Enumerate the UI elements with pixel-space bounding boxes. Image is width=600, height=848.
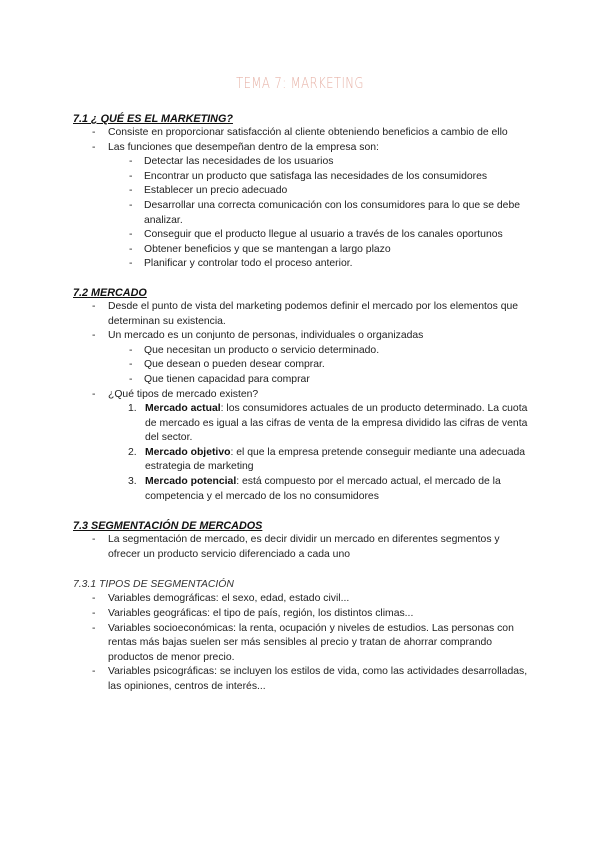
item-term: Mercado potencial: [145, 476, 237, 488]
list-item-text: Las funciones que desempeñan dentro de la empresa son:: [108, 141, 379, 153]
sub-list-item: - Establecer un precio adecuado: [73, 184, 533, 199]
list-item: [73, 388, 533, 505]
section-list: [73, 300, 533, 504]
list-item: - Variables demográficas: el sexo, edad, estado civil...: [73, 592, 533, 607]
sub-list-item: - Que necesitan un producto o servicio determinado.: [73, 344, 533, 359]
sub-list-item: - Obtener beneficios y que se mantengan a largo plazo: [73, 243, 533, 258]
item-term: Mercado actual: [145, 403, 221, 415]
section-heading-mercado: 7.2 MERCADO: [73, 286, 147, 299]
section-list: [73, 533, 533, 562]
list-item: [73, 141, 533, 272]
item-text: : los consumidores actuales de un producto determinado. La cuota de mercado es igual a las cifras de venta de la empresa dividido las cifras de venta del sector.: [145, 403, 528, 444]
list-item-text: Un mercado es un conjunto de personas, individuales o organizadas: [108, 330, 424, 342]
list-item: - Consiste en proporcionar satisfacción al cliente obteniendo beneficios a cambio de ello: [73, 126, 533, 141]
numbered-list: [108, 402, 533, 504]
item-number: 2.: [128, 446, 137, 458]
section-list: [73, 592, 533, 694]
section-heading-segmentacion: 7.3 SEGMENTACIÓN DE MERCADOS: [73, 520, 263, 533]
numbered-item: [73, 402, 533, 446]
list-item: [73, 329, 533, 387]
list-item: - Variables socioeconómicas: la renta, ocupación y niveles de estudios. Las personas con rentas más bajas suelen ser más sensibles al precio y tratan de ahorrar comprando productos de menor precio.: [73, 622, 533, 666]
item-text: : el que la empresa pretende conseguir mediante una adecuada estrategia de marketing: [145, 446, 526, 473]
list-item: - Variables psicográficas: se incluyen los estilos de vida, como las actividades desarrolladas, las opiniones, centros de interés...: [73, 665, 533, 694]
item-number: 1.: [128, 403, 137, 415]
numbered-item: [73, 446, 533, 475]
sub-list-item: - Detectar las necesidades de los usuarios: [73, 155, 533, 170]
item-text: : está compuesto por el mercado actual, el mercado de la competencia y el mercado de los no consumidores: [145, 476, 501, 502]
sub-list-item: - Que tienen capacidad para comprar: [73, 373, 533, 388]
item-term: Mercado objetivo: [145, 446, 231, 458]
numbered-item: [73, 475, 533, 504]
sub-list-item: - Desarrollar una correcta comunicación con los consumidores para lo que se debe analizar.: [73, 199, 533, 228]
sub-list-item: - Que desean o pueden desear comprar.: [73, 358, 533, 373]
item-number: 3.: [128, 476, 137, 488]
subsection-heading-tipos: 7.3.1 TIPOS DE SEGMENTACIÓN: [73, 579, 234, 591]
list-item: - Variables geográficas: el tipo de país, región, los distintos climas...: [73, 607, 533, 622]
list-item: - La segmentación de mercado, es decir dividir un mercado en diferentes segmentos y ofrecer un producto servicio diferenciado a cada uno: [73, 533, 533, 562]
section-heading-marketing: 7.1 ¿ QUÉ ES EL MARKETING?: [73, 113, 233, 125]
sub-list-item: - Planificar y controlar todo el proceso anterior.: [73, 257, 533, 272]
list-item: - Desde el punto de vista del marketing podemos definir el mercado por los elementos que determinan su existencia.: [73, 300, 533, 329]
section-list: [73, 126, 533, 272]
document-body: [73, 112, 533, 695]
page-title: TEMA 7: MARKETING: [236, 74, 364, 92]
sub-list-item: - Conseguir que el producto llegue al usuario a través de los canales oportunos: [73, 228, 533, 243]
list-item-text: ¿Qué tipos de mercado existen?: [108, 388, 259, 400]
sub-list: [108, 155, 533, 272]
sub-list: [108, 344, 533, 388]
sub-list-item: - Encontrar un producto que satisfaga las necesidades de los consumidores: [73, 170, 533, 185]
